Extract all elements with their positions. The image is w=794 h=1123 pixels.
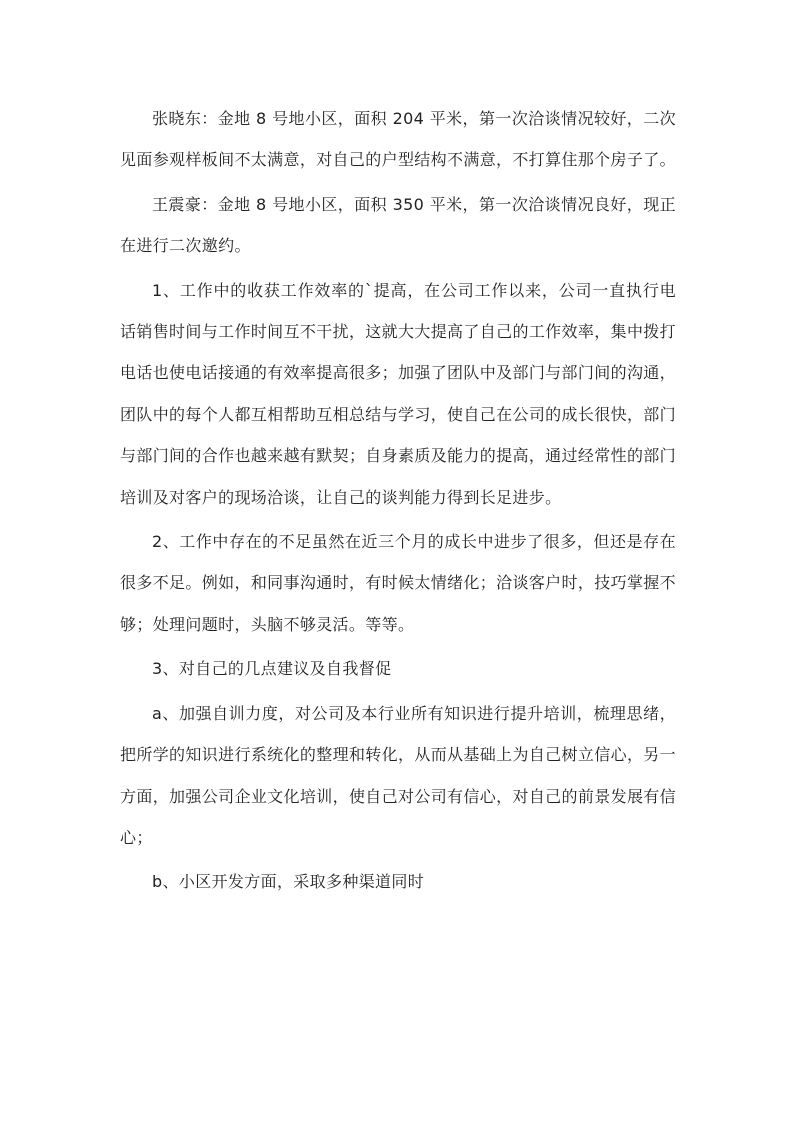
paragraph-zhang-xiaodong: 张晓东：金地 8 号地小区，面积 204 平米，第一次洽谈情况较好，二次见面参观样板间不太满意，对自己的户型结构不满意，不打算住那个房子了。 <box>120 109 676 170</box>
paragraph-work-gains: 1、工作中的收获工作效率的`提高，在公司工作以来，公司一直执行电话销售时间与工作时间互不干扰，这就大大提高了自己的工作效率，集中拨打电话也使电话接通的有效率提高很多；加强了团队中及部门与部门间的沟通，团队中的每个人都互相帮助互相总结与学习，使自己在公司的成长很快，部门与部门间的合作也越来越有默契；自身素质及能力的提高，通过经常性的部门培训及对客户的现场洽谈，让自己的谈判能力得到长足进步。 <box>120 280 676 507</box>
paragraph-work-shortcomings: 2、工作中存在的不足虽然在近三个月的成长中进步了很多，但还是存在很多不足。例如，和同事沟通时，有时候太情绪化；洽谈客户时，技巧掌握不够；处理问题时，头脑不够灵活。等等。 <box>120 532 676 634</box>
document-body <box>120 98 676 906</box>
paragraph-wang-zhenhao: 王震豪：金地 8 号地小区，面积 350 平米，第一次洽谈情况良好，现正在进行二次邀约。 <box>120 194 676 256</box>
paragraph-suggestion-a: a、加强自训力度，对公司及本行业所有知识进行提升培训，梳理思绪，把所学的知识进行系统化的整理和转化，从而从基础上为自己树立信心，另一方面，加强公司企业文化培训，使自己对公司有信心，对自己的前景发展有信心； <box>120 703 676 847</box>
paragraph-self-suggestions-heading: 3、对自己的几点建议及自我督促 <box>152 659 392 679</box>
paragraph-suggestion-b: b、小区开发方面，采取多种渠道同时 <box>152 872 425 892</box>
